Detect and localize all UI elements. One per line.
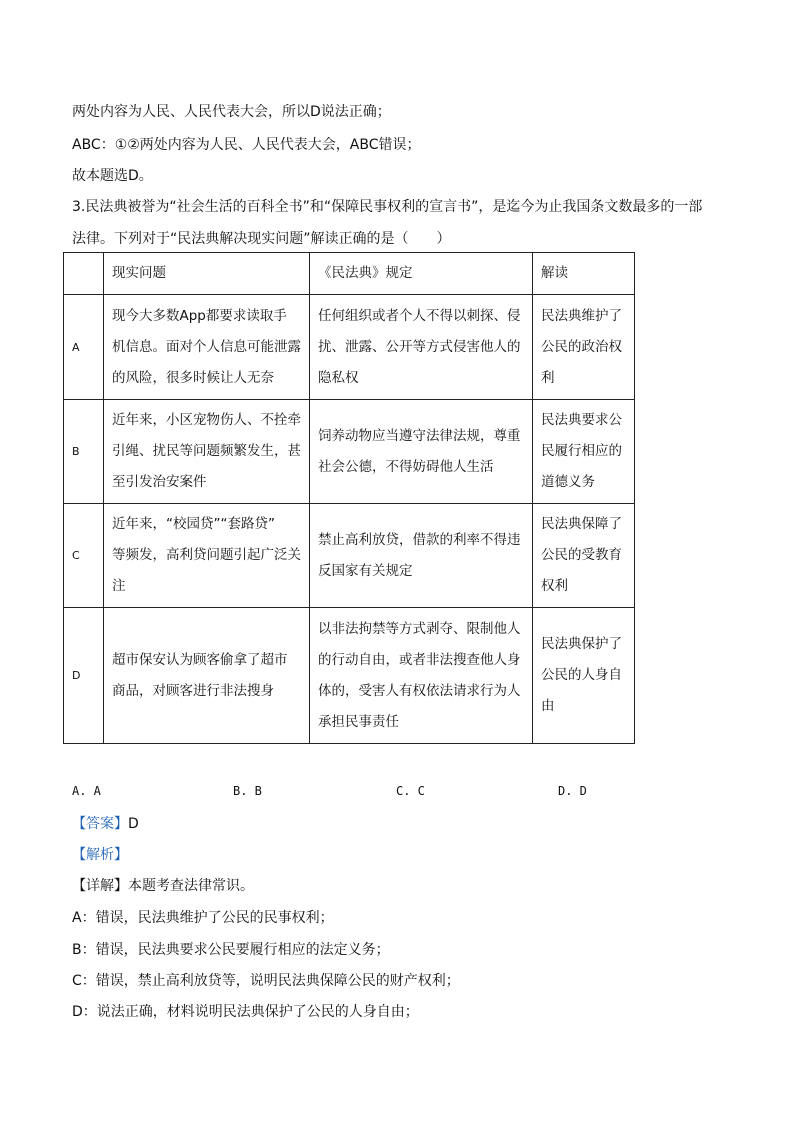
- rule-cell: [310, 504, 533, 608]
- row-label: A: [64, 295, 104, 400]
- explanation-d: D：说法正确，材料说明民法典保护了公民的人身自由；: [72, 1004, 419, 1020]
- reading-cell: [533, 504, 635, 608]
- row-label: C: [64, 504, 104, 608]
- table-row-d: [64, 608, 635, 744]
- rule-cell: [310, 400, 533, 504]
- rule-cell: [310, 608, 533, 744]
- intro-line-2: ABC：①②两处内容为人民、人民代表大会，ABC错误；: [72, 137, 421, 153]
- cell-line: 公民的人身自: [541, 667, 622, 683]
- table-header-row: [64, 253, 635, 295]
- cell-line: 近年来，小区宠物伤人、不拴牵: [112, 412, 301, 428]
- explanation-b: B：错误，民法典要求公民要履行相应的法定义务；: [72, 942, 390, 958]
- cell-line: 禁止高利放贷，借款的利率不得违: [318, 531, 521, 548]
- option-d: D. D: [558, 784, 587, 798]
- explanation-c: C：错误，禁止高利放贷等，说明民法典保障公民的财产权利；: [72, 973, 460, 989]
- header-cell-rule: 《民法典》规定: [310, 253, 533, 295]
- reading-cell: [533, 608, 635, 744]
- question-line-2: 法律。下列对于“民法典解决现实问题”解读正确的是（ ）: [72, 231, 451, 247]
- answer-options: [72, 784, 632, 804]
- header-cell-reading: 解读: [533, 253, 635, 295]
- question-table: [63, 252, 635, 744]
- cell-line: 由: [541, 698, 555, 714]
- table-row-b: [64, 400, 635, 504]
- cell-line: 超市保安认为顾客偷拿了超市: [112, 651, 288, 668]
- table-row-a: [64, 295, 635, 400]
- cell-line: 引绳、扰民等问题频繁发生，甚: [112, 443, 301, 459]
- cell-line: 公民的政治权: [541, 338, 622, 355]
- cell-line: 饲养动物应当遵守法律法规，尊重: [318, 427, 521, 444]
- cell-line: 道德义务: [541, 474, 595, 490]
- cell-line: 以非法拘禁等方式剥夺、限制他人: [318, 620, 521, 637]
- row-label: D: [64, 608, 104, 744]
- cell-line: 至引发治安案件: [112, 474, 207, 490]
- problem-cell: [104, 608, 310, 744]
- problem-cell: [104, 400, 310, 504]
- answer-line: [72, 814, 139, 834]
- detail-label: 【详解】: [72, 878, 128, 894]
- reading-cell: [533, 400, 635, 504]
- cell-line: 社会公德，不得妨碍他人生活: [318, 458, 494, 475]
- cell-line: 民履行相应的: [541, 443, 622, 459]
- problem-cell: [104, 295, 310, 400]
- explanation-a: A：错误，民法典维护了公民的民事权利；: [72, 910, 334, 926]
- cell-line: 民法典保护了: [541, 636, 622, 652]
- cell-line: 民法典保障了: [541, 516, 622, 532]
- cell-line: 体的，受害人有权依法请求行为人: [318, 682, 521, 699]
- cell-line: 反国家有关规定: [318, 562, 413, 579]
- intro-line-3: 故本题选D。: [72, 168, 153, 184]
- cell-line: 机信息。面对个人信息可能泄露: [112, 338, 301, 355]
- cell-line: 民法典要求公: [541, 412, 622, 428]
- cell-line: 权利: [541, 578, 568, 594]
- option-a: A. A: [72, 784, 101, 798]
- cell-line: 扰、泄露、公开等方式侵害他人的: [318, 338, 521, 355]
- answer-value: D: [128, 816, 139, 832]
- header-cell-problem: 现实问题: [104, 253, 310, 295]
- cell-line: 公民的受教育: [541, 547, 622, 563]
- cell-line: 的风险，很多时候让人无奈: [112, 369, 274, 386]
- reading-cell: [533, 295, 635, 400]
- table-row-c: [64, 504, 635, 608]
- analysis-title: 【解析】: [72, 847, 128, 863]
- cell-line: 隐私权: [318, 369, 359, 386]
- cell-line: 注: [112, 578, 126, 594]
- cell-line: 任何组织或者个人不得以刺探、侵: [318, 307, 521, 324]
- question-line-1: 3.民法典被誉为“社会生活的百科全书”和“保障民事权利的宣言书”，是迄今为止我国条文数最多的一部: [72, 199, 703, 215]
- detail-text: 本题考查法律常识。: [128, 878, 254, 894]
- cell-line: 民法典维护了: [541, 307, 622, 324]
- cell-line: 的行动自由，或者非法搜查他人身: [318, 651, 521, 668]
- cell-line: 等频发，高利贷问题引起广泛关: [112, 547, 301, 563]
- cell-line: 近年来，“校园贷”“套路贷”: [112, 516, 275, 532]
- cell-line: 利: [541, 369, 555, 386]
- row-label: B: [64, 400, 104, 504]
- cell-line: 商品，对顾客进行非法搜身: [112, 682, 274, 699]
- answer-label: 【答案】: [72, 816, 128, 832]
- option-b: B. B: [233, 784, 262, 798]
- cell-line: 承担民事责任: [318, 713, 399, 730]
- problem-cell: [104, 504, 310, 608]
- option-c: C. C: [396, 784, 425, 798]
- rule-cell: [310, 295, 533, 400]
- intro-line-1: 两处内容为人民、人民代表大会，所以D说法正确；: [72, 104, 391, 120]
- cell-line: 现今大多数App都要求读取手: [112, 307, 287, 324]
- header-cell-blank: [64, 253, 104, 295]
- detail-line: [72, 876, 254, 896]
